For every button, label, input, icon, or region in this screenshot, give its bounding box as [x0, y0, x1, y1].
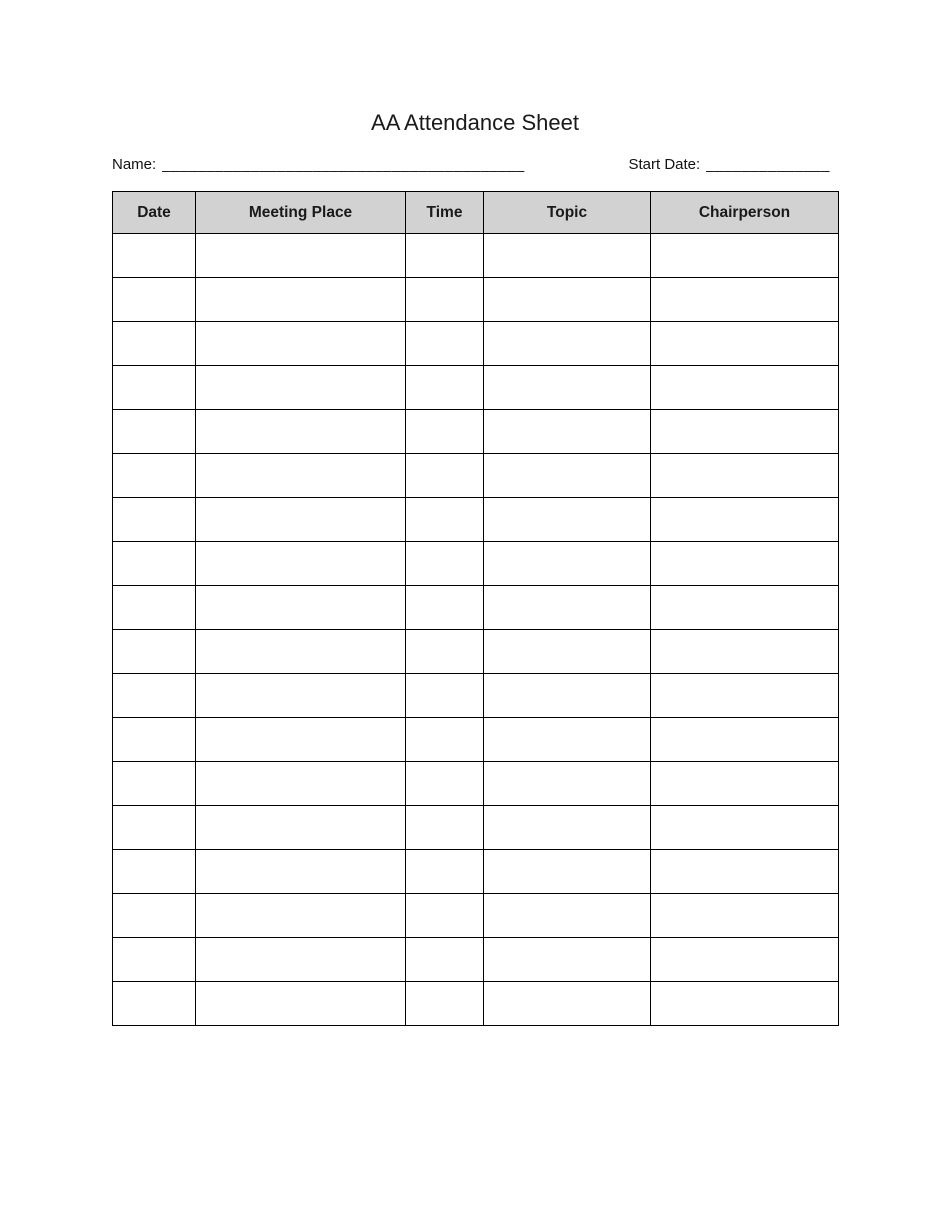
- table-cell-topic: [484, 366, 651, 410]
- table-cell-topic: [484, 982, 651, 1026]
- table-cell-chairperson: [651, 454, 839, 498]
- table-cell-time: [406, 410, 484, 454]
- table-cell-date: [113, 410, 196, 454]
- table-row: [113, 498, 839, 542]
- table-cell-time: [406, 806, 484, 850]
- table-cell-date: [113, 982, 196, 1026]
- table-cell-date: [113, 322, 196, 366]
- table-cell-date: [113, 674, 196, 718]
- column-header-chairperson: Chairperson: [651, 192, 839, 234]
- table-row: [113, 718, 839, 762]
- table-row: [113, 322, 839, 366]
- table-cell-chairperson: [651, 322, 839, 366]
- table-cell-topic: [484, 542, 651, 586]
- table-cell-chairperson: [651, 542, 839, 586]
- table-cell-meeting-place: [196, 938, 406, 982]
- table-cell-topic: [484, 938, 651, 982]
- table-cell-chairperson: [651, 806, 839, 850]
- table-row: [113, 762, 839, 806]
- table-row: [113, 894, 839, 938]
- table-cell-topic: [484, 234, 651, 278]
- table-row: [113, 542, 839, 586]
- table-row: [113, 234, 839, 278]
- table-cell-meeting-place: [196, 454, 406, 498]
- table-cell-date: [113, 894, 196, 938]
- table-cell-time: [406, 894, 484, 938]
- start-date-blank: ______________: [706, 156, 830, 173]
- table-cell-chairperson: [651, 630, 839, 674]
- name-field: [112, 154, 525, 176]
- table-cell-topic: [484, 278, 651, 322]
- table-cell-date: [113, 234, 196, 278]
- table-cell-meeting-place: [196, 322, 406, 366]
- column-header-date: Date: [113, 192, 196, 234]
- table-cell-time: [406, 586, 484, 630]
- table-cell-time: [406, 278, 484, 322]
- fields-row: [112, 154, 838, 176]
- table-cell-date: [113, 454, 196, 498]
- table-cell-meeting-place: [196, 762, 406, 806]
- table-cell-chairperson: [651, 718, 839, 762]
- table-cell-chairperson: [651, 234, 839, 278]
- table-cell-time: [406, 498, 484, 542]
- table-cell-date: [113, 366, 196, 410]
- table-cell-time: [406, 234, 484, 278]
- table-cell-meeting-place: [196, 586, 406, 630]
- table-cell-time: [406, 850, 484, 894]
- table-cell-meeting-place: [196, 850, 406, 894]
- table-row: [113, 806, 839, 850]
- table-cell-meeting-place: [196, 366, 406, 410]
- table-cell-chairperson: [651, 982, 839, 1026]
- table-cell-meeting-place: [196, 498, 406, 542]
- table-row: [113, 982, 839, 1026]
- start-date-field: [629, 154, 831, 176]
- table-cell-chairperson: [651, 278, 839, 322]
- table-cell-meeting-place: [196, 278, 406, 322]
- table-row: [113, 674, 839, 718]
- table-cell-time: [406, 762, 484, 806]
- table-header-row: [113, 192, 839, 234]
- table-cell-chairperson: [651, 366, 839, 410]
- table-cell-topic: [484, 850, 651, 894]
- table-row: [113, 454, 839, 498]
- table-cell-meeting-place: [196, 410, 406, 454]
- column-header-topic: Topic: [484, 192, 651, 234]
- table-cell-date: [113, 938, 196, 982]
- table-cell-topic: [484, 322, 651, 366]
- table-cell-date: [113, 630, 196, 674]
- table-cell-chairperson: [651, 498, 839, 542]
- table-row: [113, 850, 839, 894]
- table-cell-chairperson: [651, 410, 839, 454]
- column-header-meeting-place: Meeting Place: [196, 192, 406, 234]
- table-cell-time: [406, 366, 484, 410]
- table-cell-chairperson: [651, 850, 839, 894]
- table-cell-date: [113, 542, 196, 586]
- attendance-table: [112, 191, 839, 1026]
- table-cell-date: [113, 718, 196, 762]
- table-cell-time: [406, 718, 484, 762]
- table-cell-meeting-place: [196, 542, 406, 586]
- table-cell-meeting-place: [196, 982, 406, 1026]
- table-row: [113, 410, 839, 454]
- table-cell-chairperson: [651, 938, 839, 982]
- table-cell-topic: [484, 718, 651, 762]
- table-cell-date: [113, 586, 196, 630]
- table-row: [113, 586, 839, 630]
- table-cell-date: [113, 498, 196, 542]
- table-cell-date: [113, 278, 196, 322]
- table-cell-time: [406, 938, 484, 982]
- table-cell-time: [406, 454, 484, 498]
- table-cell-chairperson: [651, 586, 839, 630]
- table-cell-time: [406, 542, 484, 586]
- table-cell-meeting-place: [196, 674, 406, 718]
- table-cell-topic: [484, 410, 651, 454]
- table-cell-meeting-place: [196, 234, 406, 278]
- table-cell-date: [113, 806, 196, 850]
- table-cell-date: [113, 762, 196, 806]
- table-cell-chairperson: [651, 674, 839, 718]
- table-cell-topic: [484, 454, 651, 498]
- page-title: AA Attendance Sheet: [371, 110, 579, 135]
- table-cell-topic: [484, 762, 651, 806]
- table-cell-time: [406, 630, 484, 674]
- table-cell-chairperson: [651, 894, 839, 938]
- table-cell-meeting-place: [196, 806, 406, 850]
- table-cell-meeting-place: [196, 718, 406, 762]
- table-row: [113, 938, 839, 982]
- start-date-label: Start Date:: [628, 156, 701, 173]
- table-row: [113, 278, 839, 322]
- table-cell-meeting-place: [196, 630, 406, 674]
- table-row: [113, 366, 839, 410]
- table-cell-topic: [484, 894, 651, 938]
- table-cell-meeting-place: [196, 894, 406, 938]
- table-cell-time: [406, 982, 484, 1026]
- table-cell-time: [406, 674, 484, 718]
- table-cell-time: [406, 322, 484, 366]
- table-cell-topic: [484, 498, 651, 542]
- table-cell-topic: [484, 806, 651, 850]
- name-blank: _________________________________________: [162, 156, 525, 173]
- name-label: Name:: [112, 156, 157, 173]
- table-cell-topic: [484, 586, 651, 630]
- column-header-time: Time: [406, 192, 484, 234]
- table-cell-topic: [484, 674, 651, 718]
- table-cell-chairperson: [651, 762, 839, 806]
- table-cell-topic: [484, 630, 651, 674]
- table-cell-date: [113, 850, 196, 894]
- table-row: [113, 630, 839, 674]
